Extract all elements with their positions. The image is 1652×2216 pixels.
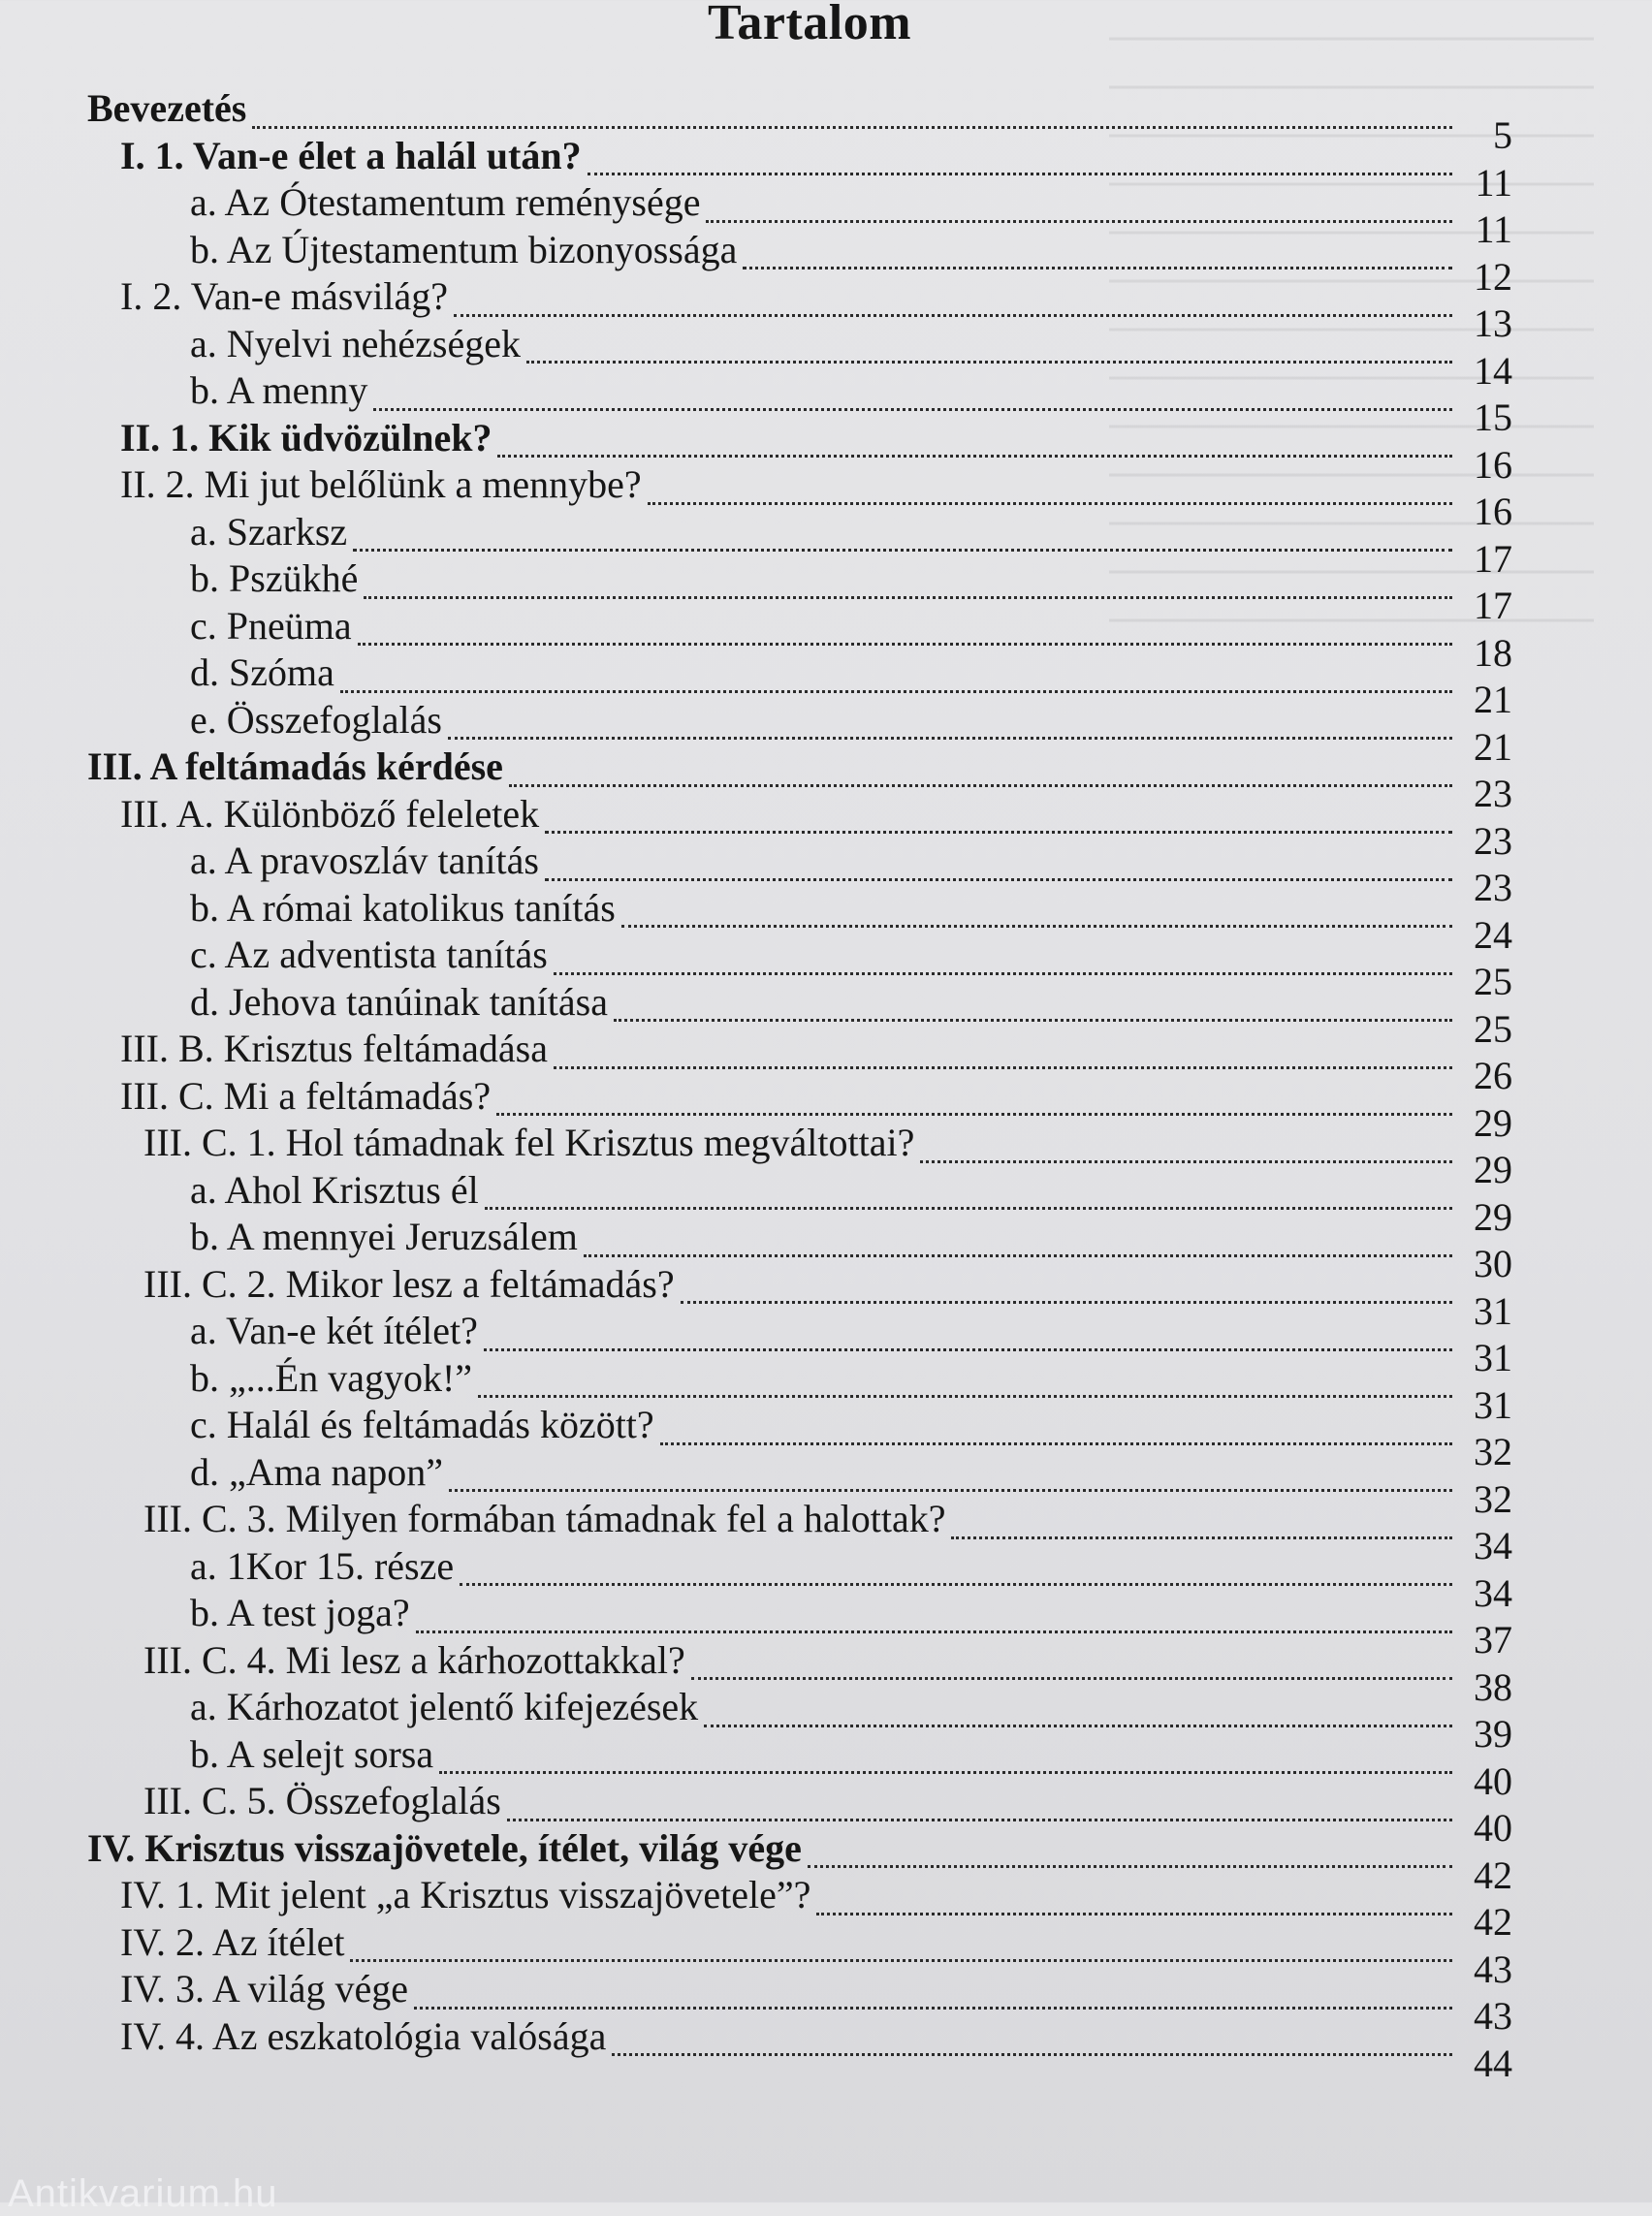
toc-entry-title: II. 1. Kik üdvözülnek?	[120, 415, 492, 459]
dot-leader	[554, 972, 1452, 975]
toc-entry-page-number: 32	[1474, 1476, 1512, 1521]
toc-entry-title: IV. 1. Mit jelent „a Krisztus visszajövetele”?	[120, 1873, 811, 1916]
toc-entry-title: a. Ahol Krisztus él	[190, 1167, 479, 1212]
toc-entry-page-number: 25	[1474, 1006, 1512, 1051]
toc-entry-title: d. „Ama napon”	[190, 1449, 444, 1494]
toc-entry-page-number: 44	[1474, 2041, 1512, 2085]
toc-entry-title: e. Összefoglalás	[190, 697, 442, 742]
toc-entry-title: a. Kárhozatot jelentő kifejezések	[190, 1685, 699, 1728]
toc-entry-page-number: 31	[1474, 1382, 1512, 1427]
toc-entry-title: I. 2. Van-e másvilág?	[120, 274, 449, 318]
toc-entry-page-number: 39	[1474, 1712, 1512, 1756]
toc-entry-title: c. Halál és feltámadás között?	[190, 1403, 654, 1446]
toc-entry-title: III. C. Mi a feltámadás?	[120, 1073, 492, 1118]
dot-leader	[660, 1442, 1452, 1445]
dot-leader	[364, 596, 1452, 599]
toc-entry-page-number: 26	[1474, 1054, 1512, 1097]
toc-entry-title: a. Az Ótestamentum reménysége	[190, 180, 701, 224]
toc-entry-page-number: 17	[1474, 584, 1512, 627]
toc-entry-title: d. Szóma	[190, 650, 334, 694]
toc-entry-title: b. A római katolikus tanítás	[190, 885, 616, 930]
dot-leader	[614, 1019, 1452, 1022]
dot-leader	[497, 455, 1452, 458]
watermark: Antikvarium.hu	[8, 2172, 278, 2215]
dot-leader	[353, 549, 1452, 552]
toc-entry-page-number: 11	[1475, 160, 1512, 205]
toc-entry-page-number: 29	[1474, 1100, 1512, 1145]
toc-entry-page-number: 43	[1474, 1947, 1512, 1991]
toc-entry-title: Bevezetés	[87, 86, 247, 130]
toc-entry-page-number: 23	[1474, 772, 1512, 815]
toc-entry-title: c. Az adventista tanítás	[190, 933, 548, 976]
dot-leader	[358, 643, 1452, 646]
toc-entry-title: II. 2. Mi jut belőlünk a mennybe?	[120, 462, 642, 506]
dot-leader	[621, 925, 1452, 928]
toc-entry-title: III. C. 5. Összefoglalás	[143, 1779, 501, 1822]
table-of-contents	[0, 85, 1652, 2085]
toc-entry-page-number: 43	[1474, 1994, 1512, 2038]
dot-leader	[951, 1536, 1452, 1539]
dot-leader	[545, 878, 1452, 881]
dot-leader	[509, 784, 1452, 787]
dot-leader	[743, 267, 1452, 269]
toc-entry-page-number: 34	[1474, 1524, 1512, 1567]
dot-leader	[554, 1066, 1452, 1069]
toc-entry-title: a. Nyelvi nehézségek	[190, 321, 521, 365]
dot-leader	[545, 831, 1452, 834]
toc-entry-page-number: 31	[1474, 1336, 1512, 1379]
toc-entry-title: IV. 4. Az eszkatológia valósága	[120, 2013, 607, 2058]
toc-entry-page-number: 11	[1475, 207, 1512, 251]
dot-leader	[920, 1160, 1452, 1163]
toc-entry-title: III. C. 3. Milyen formában támadnak fel a halottak?	[143, 1497, 946, 1540]
toc-entry-page-number: 13	[1474, 301, 1512, 345]
dot-leader	[648, 502, 1452, 505]
toc-entry-page-number: 38	[1474, 1664, 1512, 1709]
dot-leader	[448, 737, 1452, 740]
toc-entry-page-number: 31	[1474, 1288, 1512, 1333]
page-title: Tartalom	[707, 0, 912, 50]
dot-leader	[478, 1395, 1452, 1398]
dot-leader	[460, 1583, 1452, 1586]
dot-leader	[340, 690, 1452, 693]
dot-leader	[485, 1207, 1452, 1210]
toc-entry-page-number: 5	[1493, 113, 1512, 157]
toc-entry-title: c. Pneüma	[190, 603, 352, 648]
toc-entry-title: III. B. Krisztus feltámadása	[120, 1027, 548, 1070]
dot-leader	[449, 1489, 1452, 1492]
toc-entry-title: IV. 2. Az ítélet	[120, 1919, 345, 1964]
toc-entry-page-number: 24	[1474, 912, 1512, 957]
dot-leader	[681, 1301, 1452, 1304]
toc-entry-title: b. A menny	[190, 368, 368, 412]
dot-leader	[484, 1348, 1452, 1351]
dot-leader	[414, 2007, 1452, 2010]
toc-entry-title: b. A mennyei Jeruzsálem	[190, 1215, 578, 1258]
toc-entry-title: b. Pszükhé	[190, 556, 359, 600]
dot-leader	[588, 173, 1452, 175]
dot-leader	[704, 1725, 1452, 1727]
toc-entry-page-number: 34	[1474, 1570, 1512, 1615]
toc-entry-page-number: 40	[1474, 1758, 1512, 1803]
toc-entry-title: a. A pravoszláv tanítás	[190, 839, 539, 882]
toc-entry-page-number: 32	[1474, 1430, 1512, 1473]
dot-leader	[612, 2053, 1452, 2056]
toc-entry-page-number: 21	[1474, 678, 1512, 721]
toc-entry-page-number: 42	[1474, 1900, 1512, 1944]
toc-entry-title: b. A selejt sorsa	[190, 1731, 434, 1776]
toc-entry-title: a. Van-e két ítélet?	[190, 1309, 478, 1352]
toc-entry-page-number: 42	[1474, 1852, 1512, 1897]
toc-entry-page-number: 18	[1474, 630, 1512, 675]
toc-entry-page-number: 16	[1474, 442, 1512, 487]
toc-entry-page-number: 29	[1474, 1148, 1512, 1191]
dot-leader	[439, 1771, 1452, 1774]
toc-entry-page-number: 23	[1474, 866, 1512, 909]
dot-leader	[526, 361, 1452, 364]
toc-entry-title: III. C. 4. Mi lesz a kárhozottakkal?	[143, 1637, 685, 1682]
toc-entry-page-number: 16	[1474, 490, 1512, 533]
dot-leader	[706, 220, 1452, 223]
toc-entry-page-number: 23	[1474, 818, 1512, 863]
dot-leader	[496, 1113, 1452, 1116]
toc-entry-page-number: 37	[1474, 1618, 1512, 1662]
toc-entry-title: IV. 3. A világ vége	[120, 1967, 409, 2010]
dot-leader	[350, 1959, 1452, 1962]
toc-entry-title: IV. Krisztus visszajövetele, ítélet, világ vége	[87, 1825, 802, 1870]
toc-entry-title: I. 1. Van-e élet a halál után?	[120, 133, 582, 177]
dot-leader	[373, 408, 1452, 411]
toc-entry-title: b. Az Újtestamentum bizonyossága	[190, 227, 738, 271]
dot-leader	[416, 1630, 1452, 1633]
toc-entry-page-number: 21	[1474, 724, 1512, 769]
toc-entry-title: III. A feltámadás kérdése	[87, 744, 503, 788]
dot-leader	[454, 314, 1452, 317]
toc-entry-page-number: 15	[1474, 396, 1512, 439]
toc-entry	[0, 2013, 1652, 2085]
toc-entry-title: III. C. 1. Hol támadnak fel Krisztus megváltottai?	[143, 1121, 915, 1164]
dot-leader	[252, 126, 1452, 129]
toc-entry-title: III. A. Különböző feleletek	[120, 791, 540, 836]
dot-leader	[808, 1865, 1452, 1868]
toc-entry-page-number: 30	[1474, 1242, 1512, 1285]
dot-leader	[584, 1254, 1452, 1257]
dot-leader	[691, 1677, 1452, 1680]
dot-leader	[816, 1913, 1452, 1915]
toc-entry-page-number: 14	[1474, 348, 1512, 393]
toc-entry-title: b. „...Én vagyok!”	[190, 1355, 473, 1400]
toc-entry-title: III. C. 2. Mikor lesz a feltámadás?	[143, 1261, 675, 1306]
toc-entry-page-number: 17	[1474, 536, 1512, 581]
toc-entry-page-number: 29	[1474, 1194, 1512, 1239]
toc-entry-page-number: 40	[1474, 1806, 1512, 1850]
toc-entry-title: b. A test joga?	[190, 1591, 410, 1634]
dot-leader	[507, 1819, 1452, 1821]
toc-entry-title: a. 1Kor 15. része	[190, 1543, 455, 1588]
toc-entry-page-number: 25	[1474, 960, 1512, 1003]
toc-entry-title: a. Szarksz	[190, 509, 348, 554]
toc-entry-title: d. Jehova tanúinak tanítása	[190, 979, 608, 1024]
toc-entry-page-number: 12	[1474, 254, 1512, 299]
